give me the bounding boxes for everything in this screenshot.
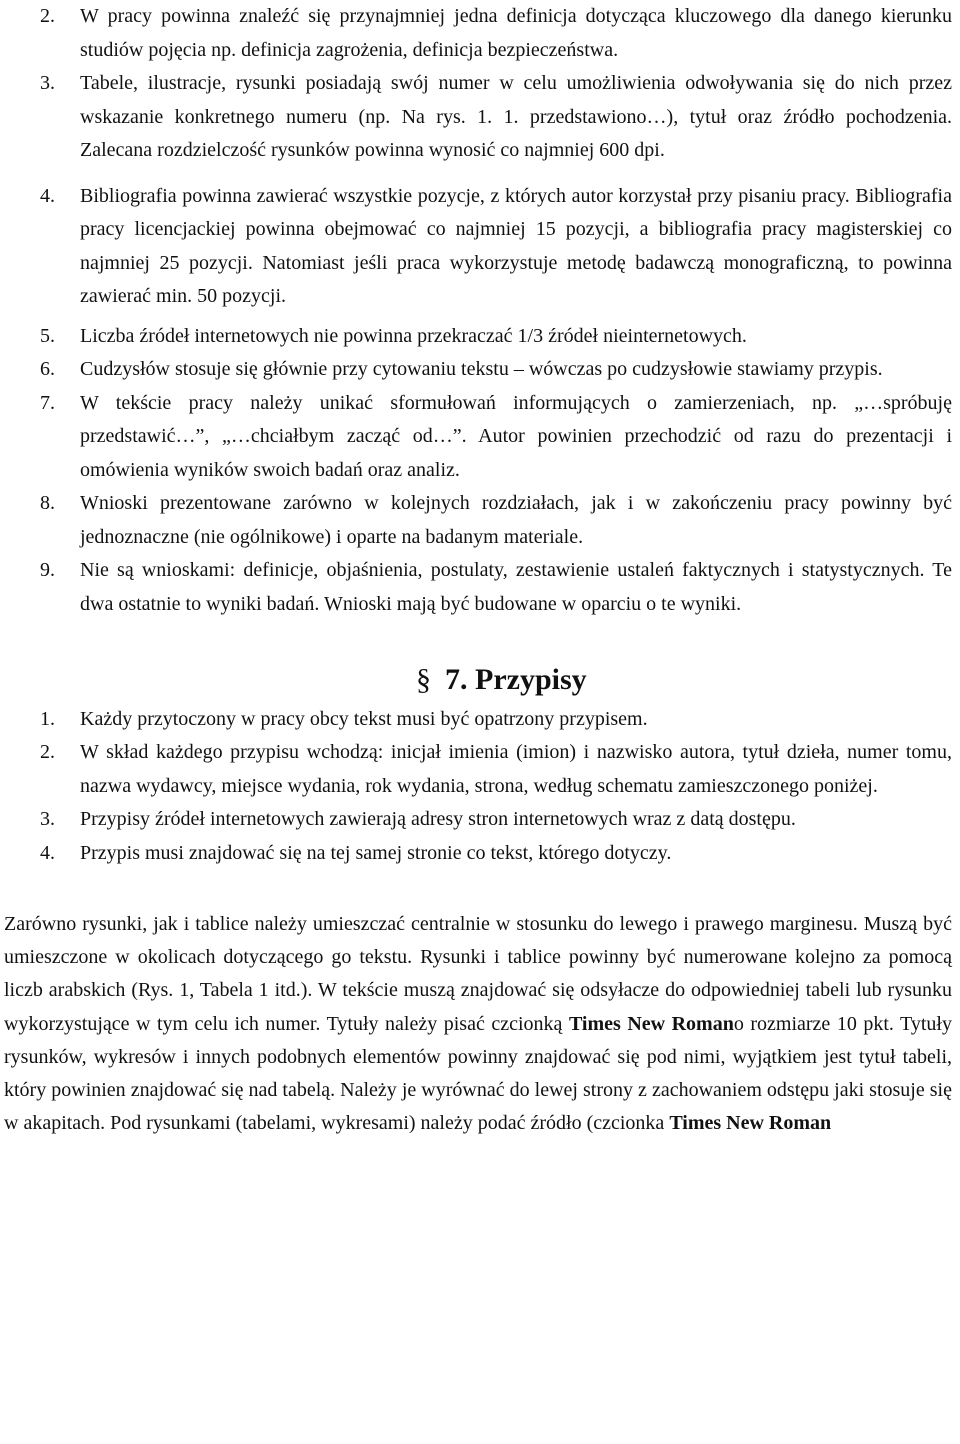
list-item <box>4 837 952 871</box>
item-text: W skład każdego przypisu wchodzą: inicjał imienia (imion) i nazwisko autora, tytuł dzieła, numer tomu, nazwa wydawcy, miejsce wydania, rok wydania, strona, według schematu zamieszczonego poniżej. <box>80 741 952 797</box>
font-name-bold: Times New Roman <box>669 1112 832 1135</box>
section-mark: § <box>416 663 431 696</box>
list-item <box>4 554 952 621</box>
item-text: Przypisy źródeł internetowych zawierają adresy stron internetowych wraz z datą dostępu. <box>80 808 796 830</box>
list-item <box>4 387 952 488</box>
item-number: 8. <box>40 492 55 514</box>
item-text: Cudzysłów stosuje się głównie przy cytowaniu tekstu – wówczas po cudzysłowie stawiamy przypis. <box>80 358 883 380</box>
item-number: 6. <box>40 358 55 380</box>
item-number: 4. <box>40 841 55 864</box>
item-text: W tekście pracy należy unikać sformułowań informujących o zamierzeniach, np. „…spróbuję przedstawić…”, „…chciałbym zacząć od…”. Autor powinien przechodzić od razu do prezentacji i omówienia wyników swoich badań oraz analiz. <box>80 391 952 481</box>
item-number: 2. <box>40 741 55 763</box>
item-text: Tabele, ilustracje, rysunki posiadają swój numer w celu umożliwienia odwoływania się do nich przez wskazanie konkretnego numeru (np. Na rys. 1. 1. przedstawiono…), tytuł oraz źródło pochodzenia. Zalecana rozdzielczość rysunków powinna wynosić co najmniej 600 dpi. <box>80 72 952 161</box>
section-title: 7. Przypisy <box>445 663 587 696</box>
item-number: 3. <box>40 808 55 830</box>
item-text: Bibliografia powinna zawierać wszystkie pozycje, z których autor korzystał przy pisaniu pracy. Bibliografia pracy licencjackiej powinna obejmować co najmniej 15 pozycji, a bibliografia pracy magisterskiej co najmniej 25 pozycji. Natomiast jeśli praca wykorzystuje metodę badawczą monograficzną, to powinna zawierać min. 50 pozycji. <box>80 184 952 307</box>
item-number: 9. <box>40 559 55 581</box>
item-text: Przypis musi znajdować się na tej samej stronie co tekst, którego dotyczy. <box>80 841 672 864</box>
list-item <box>4 180 952 314</box>
item-number: 1. <box>40 707 55 730</box>
requirements-list <box>4 0 952 621</box>
item-number: 4. <box>40 184 55 207</box>
item-text: W pracy powinna znaleźć się przynajmniej jedna definicja dotycząca kluczowego dla danego kierunku studiów pojęcia np. definicja zagrożenia, definicja bezpieczeństwa. <box>80 5 952 61</box>
item-text: Każdy przytoczony w pracy obcy tekst musi być opatrzony przypisem. <box>80 707 648 730</box>
paragraph-text: o rozmiarze 10 pkt. Tytuły rysunków, wykresów i innych podobnych elementów powinny znajdować się pod nimi, wyjątkiem jest tytuł tabeli, który powinien znajdować się nad tabelą. Należy je wyrównać do lewej strony z zachowaniem odstępu jaki stosuje się w akapitach. Pod rysunkami (tabelami, wykresami) należy podać źródło (czcionka <box>4 1012 952 1135</box>
font-name-bold: Times New Roman <box>568 1012 734 1035</box>
paragraph-text: Zarówno rysunki, jak i tablice należy umieszczać centralnie w stosunku do lewego i prawego marginesu. Muszą być umieszczone w okolicach dotyczącego go tekstu. Rysunki i tablice powinny być numerowane kolejno za pomocą liczb arabskich (Rys. 1, Tabela 1 itd.). W tekście muszą znajdować się odsyłacze do odpowiedniej tabeli lub rysunku wykorzystujące w tym celu ich numer. Tytuły należy pisać czcionką <box>4 913 952 1035</box>
list-item <box>4 736 952 803</box>
list-item <box>4 353 952 387</box>
item-text: Liczba źródeł internetowych nie powinna przekraczać 1/3 źródeł nieinternetowych. <box>80 324 747 347</box>
item-number: 2. <box>40 5 55 27</box>
closing-paragraph <box>4 908 952 1140</box>
list-item <box>4 703 952 737</box>
section-heading <box>4 663 952 697</box>
item-number: 5. <box>40 324 55 347</box>
footnotes-list <box>4 703 952 871</box>
list-item <box>4 320 952 354</box>
item-number: 7. <box>40 391 55 414</box>
list-item <box>4 67 952 168</box>
list-item <box>4 0 952 67</box>
item-number: 3. <box>40 72 55 94</box>
list-item <box>4 487 952 554</box>
item-text: Wnioski prezentowane zarówno w kolejnych rozdziałach, jak i w zakończeniu pracy powinny być jednoznaczne (nie ogólnikowe) i oparte na badanym materiale. <box>80 492 952 548</box>
item-text: Nie są wnioskami: definicje, objaśnienia, postulaty, zestawienie ustaleń faktycznych i statystycznych. Te dwa ostatnie to wyniki badań. Wnioski mają być budowane w oparciu o te wyniki. <box>80 559 952 615</box>
list-item <box>4 803 952 837</box>
